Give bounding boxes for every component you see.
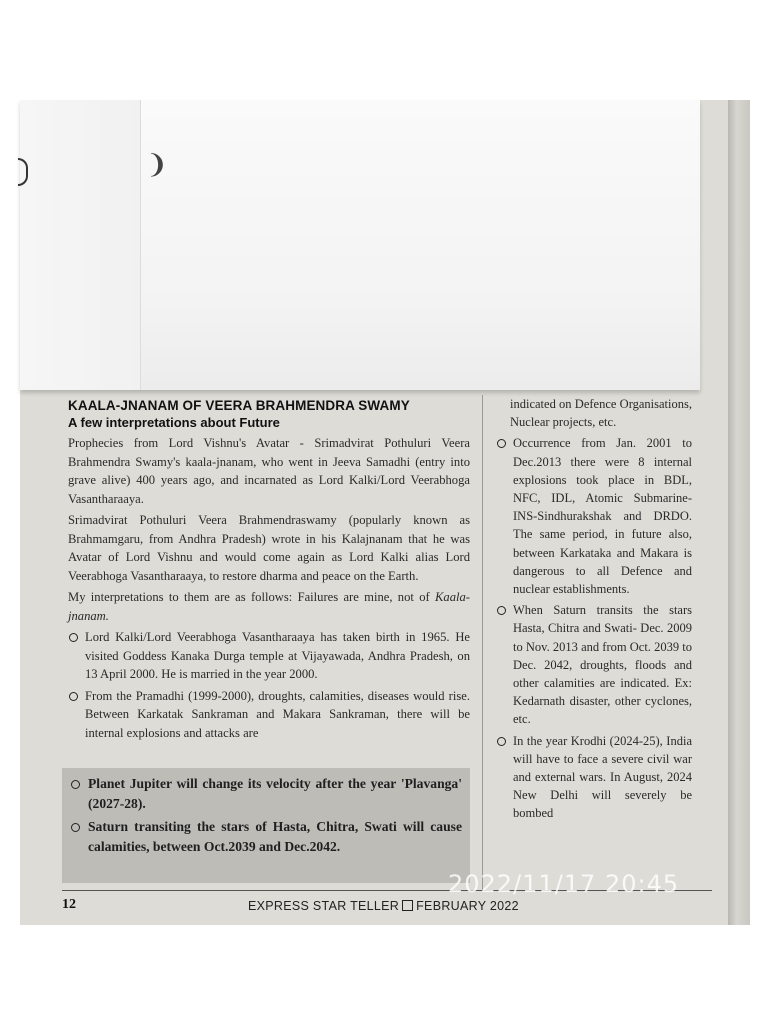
highlight-item: Planet Jupiter will change its velocity after the year 'Plavanga' (2027-28). (70, 774, 462, 814)
article-title: KAALA-JNANAM OF VEERA BRAHMENDRA SWAMY (68, 398, 410, 413)
list-item: Lord Kalki/Lord Veerabhoga Vasantharaaya has taken birth in 1965. He visited Goddess Kanaka Durga temple at Vijayawada, Andhra Pradesh, on 13 April 2000. He is married in the year 2000. (68, 628, 470, 684)
list-item: From the Pramadhi (1999-2000), droughts, calamities, diseases would rise. Between Karkatak Sankraman and Makara Sankraman, there will be internal explosions and attacks are (68, 687, 470, 743)
pen-mark-icon: ❩ (146, 150, 168, 180)
article-paragraph: Prophecies from Lord Vishnu's Avatar - Srimadvirat Pothuluri Veera Brahmendra Swamy's kaala-jnanam, who went in Jeeva Samadhi (entry into grave alive) 400 years ago, and incarnated as Lord Kalki/Lord Veerabhoga Vasantharaaya. (68, 436, 470, 506)
article-subtitle: A few interpretations about Future (68, 415, 280, 430)
magazine-issue: FEBRUARY 2022 (416, 899, 519, 913)
list-item: Occurrence from Jan. 2001 to Dec.2013 there were 8 internal explosions took place in BDL, NFC, IDL, Atomic Submarine- INS-Sindhurakshak and DRDO. The same period, in future also, between Karkataka and Makara is dangerous to all Defence and nuclear establishments. (496, 434, 692, 598)
magazine-name: EXPRESS STAR TELLER (248, 899, 400, 913)
continued-text: indicated on Defence Organisations, Nuclear projects, etc. (510, 397, 692, 430)
article-left-column (68, 398, 470, 745)
magazine-footer (248, 899, 519, 913)
highlight-item: Saturn transiting the stars of Hasta, Chitra, Swati will cause calamities, between Oct.2039 and Dec.2042. (70, 817, 462, 857)
highlight-box (62, 768, 470, 883)
page-number: 12 (62, 897, 76, 912)
column-divider (482, 395, 483, 890)
list-item: When Saturn transits the stars Hasta, Chitra and Swati- Dec. 2009 to Nov. 2013 and from Oct. 2039 to Dec. 2042, droughts, floods and other calamities are indicated. Ex: Kedarnath disaster, other cyclones, etc. (496, 601, 692, 728)
page-spine-shadow (728, 100, 750, 925)
kaala-jnanam-italic: Kaala-jnanam. (68, 590, 470, 623)
article-paragraph: Srimadvirat Pothuluri Veera Brahmendraswamy (popularly known as Brahmamgaru, from Andhra Pradesh) wrote in his Kalajnanam that he was Avatar of Lord Vishnu and would come again as Lord Kalki alias Lord Veerabhoga Vasantharaaya, to restore dharma and peace on the Earth. (68, 513, 470, 583)
square-separator-icon (402, 900, 413, 911)
list-item: In the year Krodhi (2024-25), India will have to face a severe civil war and external wars. In August, 2024 New Delhi will severely be bombed (496, 732, 692, 823)
photo-timestamp: 2022/11/17 20:45 (448, 870, 680, 898)
interpretations-intro: My interpretations to them are as follows: Failures are mine, not of Kaala-jnanam. (68, 590, 470, 623)
article-right-column (496, 395, 692, 826)
paper-fold-crease (20, 100, 141, 390)
